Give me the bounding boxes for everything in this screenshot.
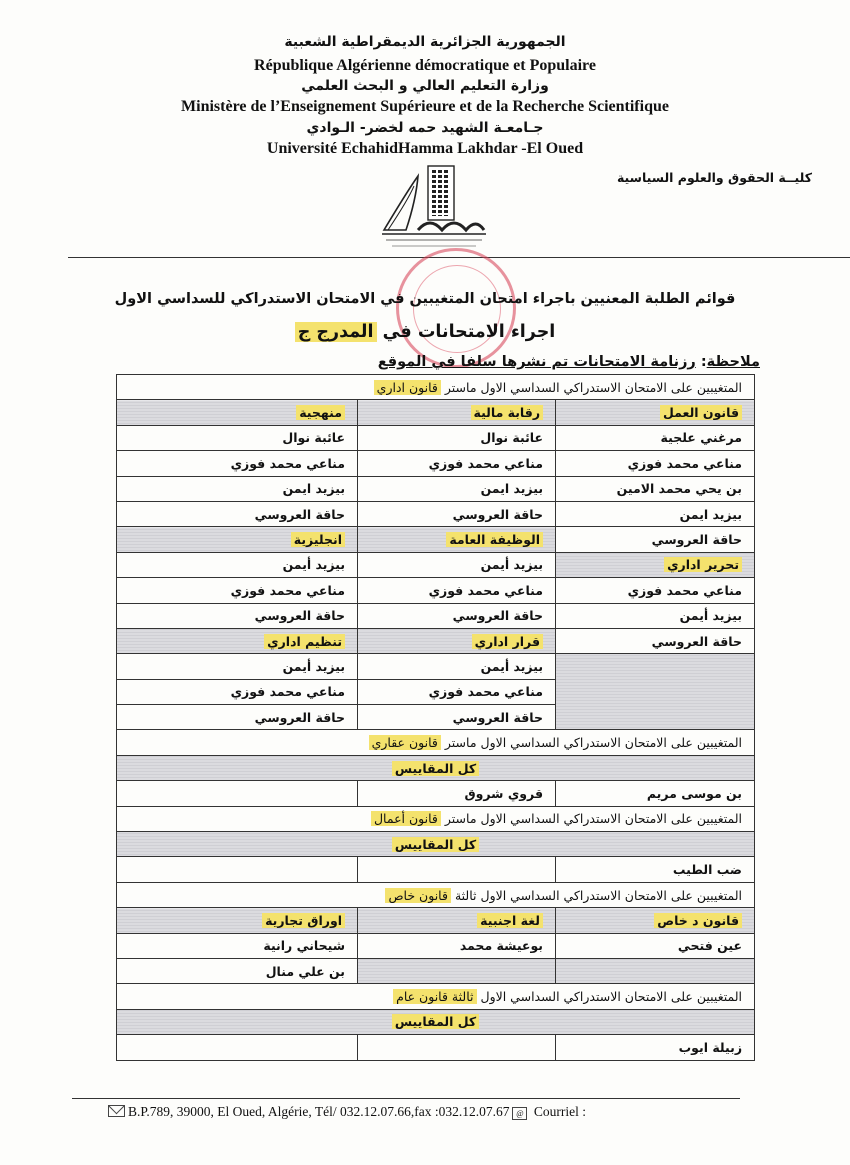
student-cell: بيزيد ايمن bbox=[556, 501, 755, 526]
faculty-name: كليــة الحقوق والعلوم السياسية bbox=[616, 170, 812, 185]
footer bbox=[108, 1104, 586, 1120]
empty-shaded-cell bbox=[556, 958, 755, 983]
student-cell: عين فتحي bbox=[556, 933, 755, 958]
student-cell: بيزيد أيمن bbox=[358, 654, 556, 679]
subject-header bbox=[556, 400, 755, 425]
student-cell: مرغني علجية bbox=[556, 425, 755, 450]
student-cell: حاقة العروسي bbox=[358, 501, 556, 526]
subject-name: قانون العمل bbox=[660, 405, 742, 420]
student-cell: مناعي محمد فوزي bbox=[556, 578, 755, 603]
student-cell: بيزيد ايمن bbox=[117, 476, 358, 501]
student-cell: مناعي محمد فوزي bbox=[358, 578, 556, 603]
all-subjects-row bbox=[117, 755, 755, 780]
section5-heading bbox=[117, 984, 755, 1009]
student-cell: مناعي محمد فوزي bbox=[358, 451, 556, 476]
subject-name: اوراق تجارية bbox=[262, 913, 345, 928]
ministry-ar: وزارة التعليم العالي و البحث العلمي bbox=[301, 78, 549, 94]
student-cell: ضب الطيب bbox=[556, 857, 755, 882]
subject-header bbox=[117, 908, 358, 933]
section-heading-row bbox=[117, 882, 755, 907]
university-fr: Université EchahidHamma Lakhdar -El Oued bbox=[266, 140, 584, 157]
section1-heading bbox=[117, 375, 755, 400]
student-cell: عائبة نوال bbox=[117, 425, 358, 450]
table-row bbox=[117, 603, 755, 628]
subject-header bbox=[556, 908, 755, 933]
student-cell bbox=[117, 781, 358, 806]
table-row bbox=[117, 958, 755, 983]
subject-header bbox=[358, 628, 556, 653]
subject-name: انجليزية bbox=[291, 532, 345, 547]
official-stamp bbox=[396, 248, 516, 368]
all-subjects-row bbox=[117, 1009, 755, 1034]
subject-name: تنظيم اداري bbox=[264, 634, 345, 649]
section2-heading bbox=[117, 730, 755, 755]
subject-name: لغة اجنبية bbox=[477, 913, 543, 928]
section-heading-row bbox=[117, 984, 755, 1009]
student-cell: حاقة العروسي bbox=[358, 705, 556, 730]
section3-heading-text: المتغيبين على الامتحان الاستدراكي السداسي الاول ماستر bbox=[440, 811, 743, 827]
footer-divider bbox=[72, 1098, 740, 1099]
section1-heading-text: المتغيبين على الامتحان الاستدراكي السداسي الاول ماستر bbox=[440, 379, 743, 395]
student-cell bbox=[358, 1035, 556, 1060]
exam-location bbox=[0, 322, 850, 342]
student-cell: عائبة نوال bbox=[358, 425, 556, 450]
student-cell: حاقة العروسي bbox=[556, 527, 755, 552]
subject-name: قانون د خاص bbox=[654, 913, 742, 928]
table-row bbox=[117, 451, 755, 476]
student-cell: بيزيد أيمن bbox=[117, 552, 358, 577]
republic-fr: République Algérienne démocratique et Populaire bbox=[254, 57, 596, 74]
section2-heading-text: المتغيبين على الامتحان الاستدراكي السداسي الاول ماستر bbox=[440, 735, 743, 751]
subject-header bbox=[358, 400, 556, 425]
student-cell: حاقة العروسي bbox=[556, 628, 755, 653]
student-cell: مناعي محمد فوزي bbox=[556, 451, 755, 476]
republic-ar: الجمهورية الجزائرية الديمقراطية الشعبية bbox=[284, 34, 566, 50]
empty-shaded-cell bbox=[358, 958, 556, 983]
subject-name: تحرير اداري bbox=[664, 557, 742, 572]
all-subjects-row bbox=[117, 832, 755, 857]
all-subjects-header bbox=[117, 1009, 755, 1034]
all-subjects-header bbox=[117, 755, 755, 780]
section5-program: ثالثة قانون عام bbox=[393, 989, 476, 1004]
section3-program: قانون أعمال bbox=[371, 811, 441, 826]
student-cell bbox=[117, 857, 358, 882]
student-cell bbox=[358, 857, 556, 882]
table-row bbox=[117, 781, 755, 806]
subjects-row bbox=[117, 527, 755, 552]
empty-shaded-cell bbox=[556, 654, 755, 730]
subject-name: الوظيفة العامة bbox=[446, 532, 543, 547]
subject-name: منهجية bbox=[296, 405, 345, 420]
subjects-row bbox=[117, 400, 755, 425]
subjects-row bbox=[117, 628, 755, 653]
exam-location-prefix: اجراء الامتحانات في bbox=[376, 322, 556, 342]
note-label: ملاحظة bbox=[706, 354, 760, 370]
university-ar: جـامعـة الشهيد حمه لخضر- الـوادي bbox=[306, 120, 544, 136]
subject-header bbox=[556, 552, 755, 577]
subject-header bbox=[358, 527, 556, 552]
student-cell: بن موسى مريم bbox=[556, 781, 755, 806]
section4-heading bbox=[117, 882, 755, 907]
email-icon: @ bbox=[512, 1107, 527, 1120]
ministry-fr: Ministère de l’Enseignement Supérieure et de la Recherche Scientifique bbox=[181, 98, 669, 115]
note bbox=[378, 354, 760, 370]
footer-courriel: Courriel : bbox=[530, 1104, 586, 1119]
student-cell bbox=[117, 1035, 358, 1060]
student-cell: مناعي محمد فوزي bbox=[117, 578, 358, 603]
student-cell: بن علي منال bbox=[117, 958, 358, 983]
subject-header bbox=[117, 527, 358, 552]
absent-students-table bbox=[116, 374, 755, 1061]
student-cell: حاقة العروسي bbox=[117, 603, 358, 628]
student-cell: مناعي محمد فوزي bbox=[117, 679, 358, 704]
student-cell: بيزيد أيمن bbox=[358, 552, 556, 577]
subject-header bbox=[117, 400, 358, 425]
section4-program: قانون خاص bbox=[385, 888, 451, 903]
note-colon: : bbox=[695, 354, 707, 370]
all-subjects-label: كل المقاييس bbox=[392, 761, 479, 776]
student-cell: بيزيد أيمن bbox=[117, 654, 358, 679]
footer-address: B.P.789, 39000, El Oued, Algérie, Tél/ 032.12.07.66,fax :032.12.07.67 bbox=[128, 1104, 510, 1119]
section3-heading bbox=[117, 806, 755, 831]
subject-name: قرار اداري bbox=[472, 634, 543, 649]
section-heading-row bbox=[117, 730, 755, 755]
university-logo bbox=[378, 160, 490, 252]
table-row bbox=[117, 857, 755, 882]
table-row bbox=[117, 654, 755, 679]
table-row bbox=[117, 552, 755, 577]
student-cell: زبيلة ايوب bbox=[556, 1035, 755, 1060]
student-cell: بيزيد أيمن bbox=[556, 603, 755, 628]
subjects-row bbox=[117, 908, 755, 933]
table-row bbox=[117, 476, 755, 501]
note-text: رزنامة الامتحانات تم نشرها سلفا في الموقع bbox=[377, 354, 696, 370]
all-subjects-label: كل المقاييس bbox=[392, 837, 479, 852]
student-cell: حاقة العروسي bbox=[117, 501, 358, 526]
mail-icon bbox=[108, 1105, 125, 1117]
student-cell: قروي شروق bbox=[358, 781, 556, 806]
student-cell: بن يحي محمد الامين bbox=[556, 476, 755, 501]
table-row bbox=[117, 425, 755, 450]
all-subjects-header bbox=[117, 832, 755, 857]
student-cell: حاقة العروسي bbox=[358, 603, 556, 628]
table-row bbox=[117, 1035, 755, 1060]
section-heading-row bbox=[117, 375, 755, 400]
subject-header bbox=[117, 628, 358, 653]
table-row bbox=[117, 501, 755, 526]
page-title: قوائم الطلبة المعنيين باجراء امتحان المتغيبين في الامتحان الاستدراكي للسداسي الاول bbox=[114, 291, 736, 307]
student-cell: حاقة العروسي bbox=[117, 705, 358, 730]
student-cell: شيحاني رانية bbox=[117, 933, 358, 958]
student-cell: بيزيد ايمن bbox=[358, 476, 556, 501]
subject-name: رقابة مالية bbox=[471, 405, 544, 420]
section4-heading-text: المتغيبين على الامتحان الاستدراكي السداسي الاول ثالثة bbox=[450, 887, 743, 903]
student-cell: بوعيشة محمد bbox=[358, 933, 556, 958]
table-row bbox=[117, 933, 755, 958]
all-subjects-label: كل المقاييس bbox=[392, 1014, 479, 1029]
exam-location-highlight: المدرج ج bbox=[295, 322, 377, 342]
section2-program: قانون عقاري bbox=[369, 735, 441, 750]
section-heading-row bbox=[117, 806, 755, 831]
subject-header bbox=[358, 908, 556, 933]
section1-program: قانون اداري bbox=[374, 380, 441, 395]
student-cell: مناعي محمد فوزي bbox=[358, 679, 556, 704]
table-row bbox=[117, 578, 755, 603]
section5-heading-text: المتغيبين على الامتحان الاستدراكي السداسي الاول bbox=[476, 989, 743, 1005]
student-cell: مناعي محمد فوزي bbox=[117, 451, 358, 476]
